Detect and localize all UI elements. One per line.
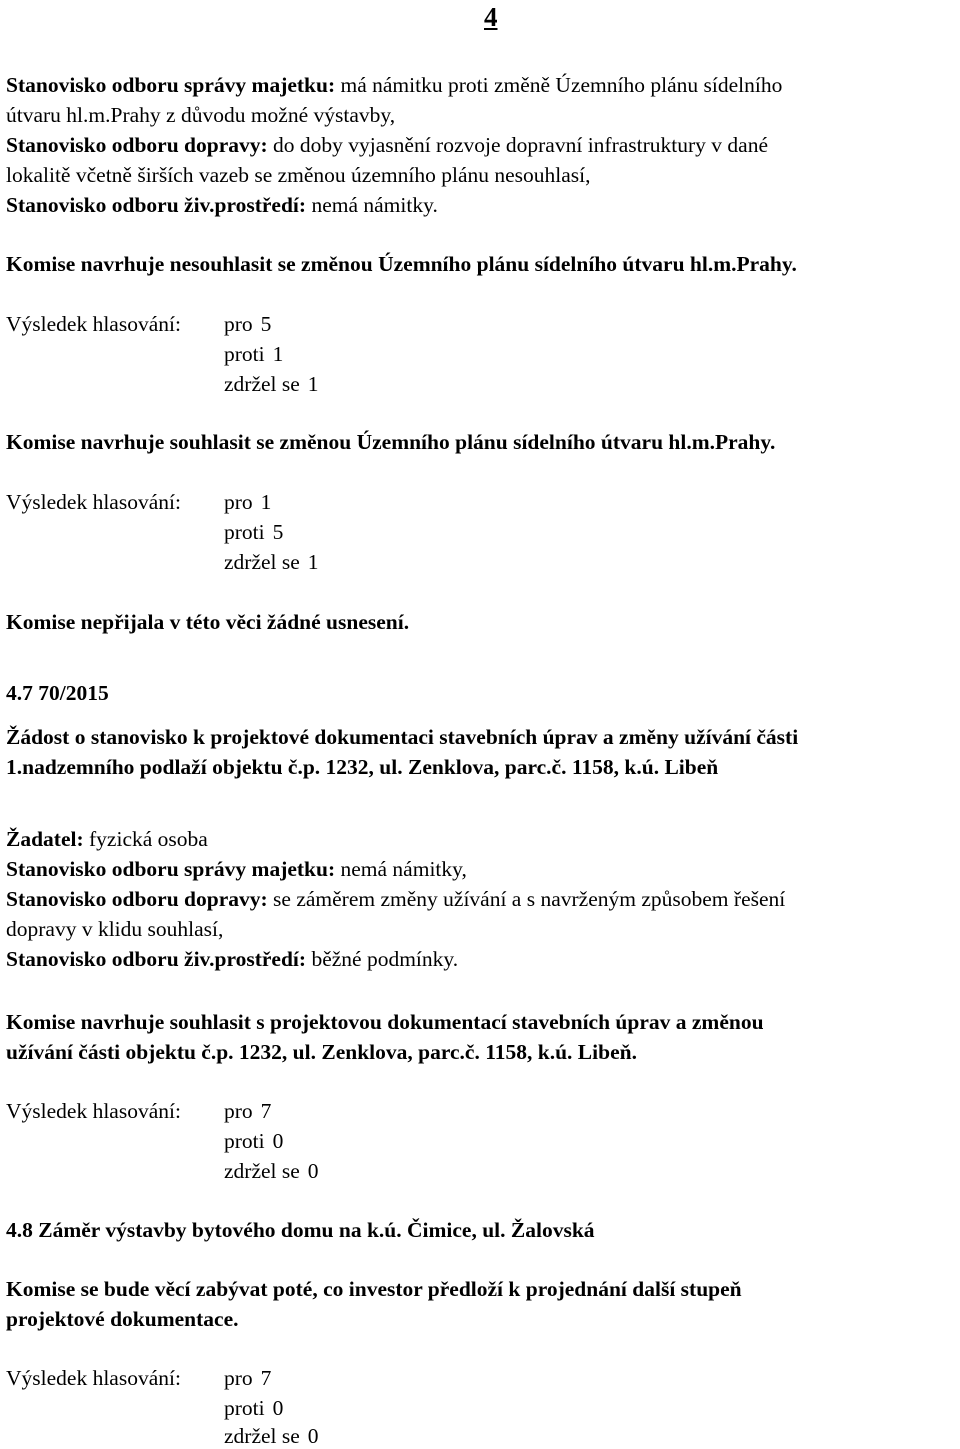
page-number: 4 — [484, 2, 498, 32]
text-line: dopravy v klidu souhlasí, — [6, 917, 224, 941]
item-title: 1.nadzemního podlaží objektu č.p. 1232, ul. Zenklova, parc.č. 1158, k.ú. Libeň — [6, 755, 719, 779]
item-heading: 4.8 Záměr výstavby bytového domu na k.ú. Čimice, ul. Žalovská — [6, 1218, 595, 1242]
text: nemá námitky, — [335, 857, 467, 881]
vote-zdrzel: zdržel se 1 — [224, 550, 319, 574]
vote-pro: pro 7 — [224, 1366, 272, 1390]
text-line — [6, 886, 785, 912]
vote-proti: proti 1 — [224, 342, 284, 366]
text-line — [6, 132, 768, 158]
resolution: Komise navrhuje souhlasit se změnou Územního plánu sídelního útvaru hl.m.Prahy. — [6, 430, 776, 454]
text-line: lokalitě včetně širších vazeb se změnou územního plánu nesouhlasí, — [6, 163, 591, 187]
label-bold: Stanovisko odboru živ.prostředí: — [6, 193, 307, 217]
item-title: Žádost o stanovisko k projektové dokumentaci stavebních úprav a změny užívání části — [6, 725, 799, 749]
text: má námitku proti změně Územního plánu sídelního — [335, 73, 783, 97]
label-bold: Stanovisko odboru správy majetku: — [6, 857, 336, 881]
vote-proti: proti 0 — [224, 1396, 284, 1420]
vote-zdrzel: zdržel se 0 — [224, 1424, 319, 1448]
resolution: užívání části objektu č.p. 1232, ul. Zenklova, parc.č. 1158, k.ú. Libeň. — [6, 1040, 637, 1064]
vote-pro: pro 7 — [224, 1099, 272, 1123]
vote-zdrzel: zdržel se 1 — [224, 372, 319, 396]
label-bold: Stanovisko odboru správy majetku: — [6, 73, 336, 97]
label-bold: Stanovisko odboru dopravy: — [6, 887, 268, 911]
vote-proti: proti 5 — [224, 520, 284, 544]
resolution: Komise se bude věcí zabývat poté, co investor předloží k projednání další stupeň — [6, 1277, 742, 1301]
vote-label: Výsledek hlasování: — [6, 490, 181, 514]
label-bold: Žadatel: — [6, 827, 84, 851]
resolution: Komise navrhuje souhlasit s projektovou dokumentací stavebních úprav a změnou — [6, 1010, 764, 1034]
label-bold: Stanovisko odboru živ.prostředí: — [6, 947, 307, 971]
text: do doby vyjasnění rozvoje dopravní infrastruktury v dané — [267, 133, 769, 157]
text-line — [6, 946, 458, 972]
vote-proti: proti 0 — [224, 1129, 284, 1153]
vote-pro: pro 5 — [224, 312, 272, 336]
text: fyzická osoba — [83, 827, 208, 851]
vote-zdrzel: zdržel se 0 — [224, 1159, 319, 1183]
vote-pro: pro 1 — [224, 490, 272, 514]
text-line — [6, 192, 438, 218]
resolution: Komise navrhuje nesouhlasit se změnou Územního plánu sídelního útvaru hl.m.Prahy. — [6, 252, 797, 276]
text-line — [6, 856, 467, 882]
text: nemá námitky. — [306, 193, 438, 217]
text: běžné podmínky. — [306, 947, 459, 971]
text-line — [6, 72, 782, 98]
resolution: projektové dokumentace. — [6, 1307, 239, 1331]
vote-label: Výsledek hlasování: — [6, 1099, 181, 1123]
item-heading: 4.7 70/2015 — [6, 681, 109, 705]
label-bold: Stanovisko odboru dopravy: — [6, 133, 268, 157]
vote-label: Výsledek hlasování: — [6, 1366, 181, 1390]
text-line: útvaru hl.m.Prahy z důvodu možné výstavby, — [6, 103, 396, 127]
no-resolution: Komise nepřijala v této věci žádné usnesení. — [6, 610, 410, 634]
text: se záměrem změny užívání a s navrženým způsobem řešení — [267, 887, 786, 911]
vote-label: Výsledek hlasování: — [6, 312, 181, 336]
text-line — [6, 826, 208, 852]
